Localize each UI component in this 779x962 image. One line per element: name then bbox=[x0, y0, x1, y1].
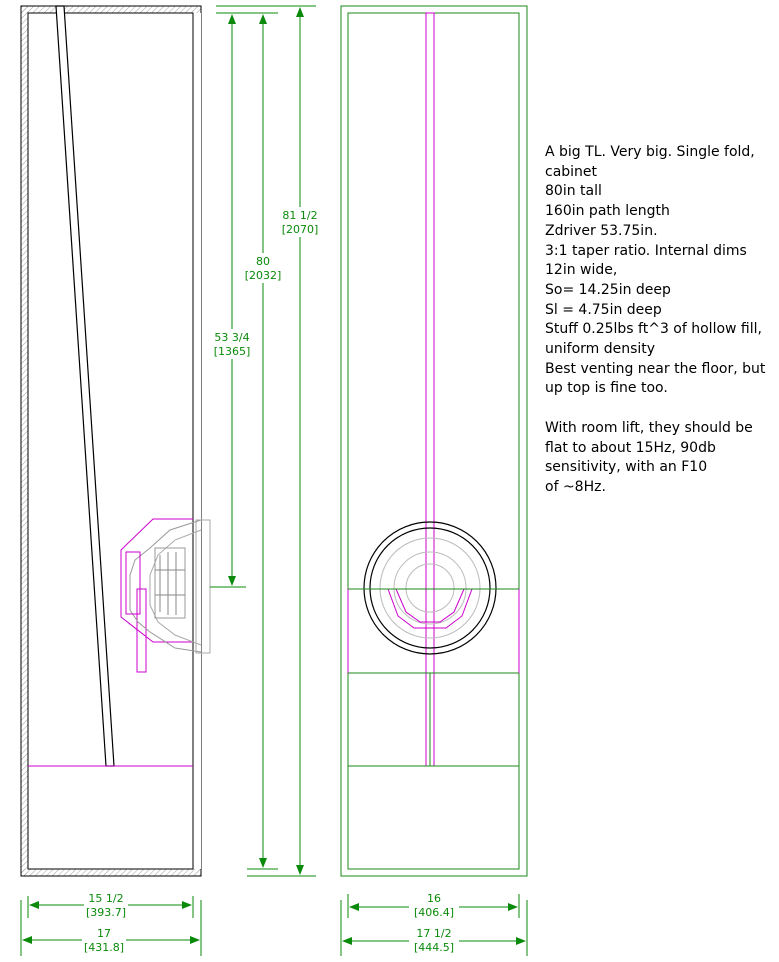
note-line: A big TL. Very big. Single fold, bbox=[545, 144, 755, 160]
side-inner-width-imperial: 15 1/2 bbox=[88, 892, 124, 905]
note-line: flat to about 15Hz, 90db bbox=[545, 439, 716, 456]
note-line: 80in tall bbox=[545, 183, 602, 200]
side-bottom-wall-hatch bbox=[21, 869, 201, 876]
driver-height-imperial: 53 3/4 bbox=[214, 331, 250, 344]
driver-surround-ring bbox=[370, 528, 490, 648]
note-line: 3:1 taper ratio. Internal dims bbox=[545, 242, 747, 259]
note-line: up top is fine too. bbox=[545, 380, 668, 397]
note-line: 160in path length bbox=[545, 203, 670, 220]
front-outer-width-imperial: 17 1/2 bbox=[416, 927, 452, 940]
note-line: So= 14.25in deep bbox=[545, 281, 671, 298]
driver-dustcap-inner bbox=[406, 564, 454, 612]
internal-height-imperial: 80 bbox=[256, 255, 270, 268]
front-width-dimensions bbox=[341, 892, 527, 956]
note-spacer bbox=[545, 399, 777, 419]
note-line: sensitivity, with an F10 bbox=[545, 459, 708, 476]
driver-inner-block bbox=[126, 552, 140, 614]
note-line: 12in wide, bbox=[545, 262, 618, 279]
front-view bbox=[341, 6, 527, 876]
note-line: uniform density bbox=[545, 341, 656, 358]
height-dimensions bbox=[210, 6, 321, 876]
front-inner-width-metric: [406.4] bbox=[413, 906, 455, 919]
note-line: With room lift, they should be bbox=[545, 419, 753, 436]
side-left-wall-hatch bbox=[21, 6, 28, 876]
note-line: Stuff 0.25lbs ft^3 of hollow fill, bbox=[545, 321, 762, 338]
external-height-metric: [2070] bbox=[281, 223, 319, 236]
design-notes bbox=[545, 143, 777, 498]
side-outer-width-imperial: 17 bbox=[97, 927, 111, 940]
side-baffle-hatch bbox=[193, 13, 201, 869]
note-line: cabinet bbox=[545, 163, 598, 180]
slanted-divider-panel bbox=[56, 6, 114, 766]
front-outer-width-metric: [444.5] bbox=[413, 941, 455, 954]
driver-outer-ring bbox=[364, 522, 496, 654]
note-line: Sl = 4.75in deep bbox=[545, 301, 662, 318]
front-center-divider bbox=[426, 13, 434, 766]
side-outer-width-metric: [431.8] bbox=[83, 941, 125, 954]
internal-height-metric: [2032] bbox=[244, 269, 282, 282]
side-width-dimensions bbox=[21, 892, 201, 956]
front-inner-width-imperial: 16 bbox=[427, 892, 441, 905]
driver-height-metric: [1365] bbox=[213, 345, 251, 358]
side-top-wall-hatch bbox=[21, 6, 201, 13]
driver-cone-ring bbox=[380, 538, 480, 638]
driver-dustcap-outer bbox=[394, 552, 466, 624]
note-line: Zdriver 53.75in. bbox=[545, 222, 658, 239]
external-height-imperial: 81 1/2 bbox=[282, 209, 318, 222]
side-view bbox=[21, 6, 210, 876]
note-line: of ~8Hz. bbox=[545, 478, 606, 495]
note-line: Best venting near the floor, but bbox=[545, 360, 766, 377]
side-inner-width-metric: [393.7] bbox=[85, 906, 127, 919]
